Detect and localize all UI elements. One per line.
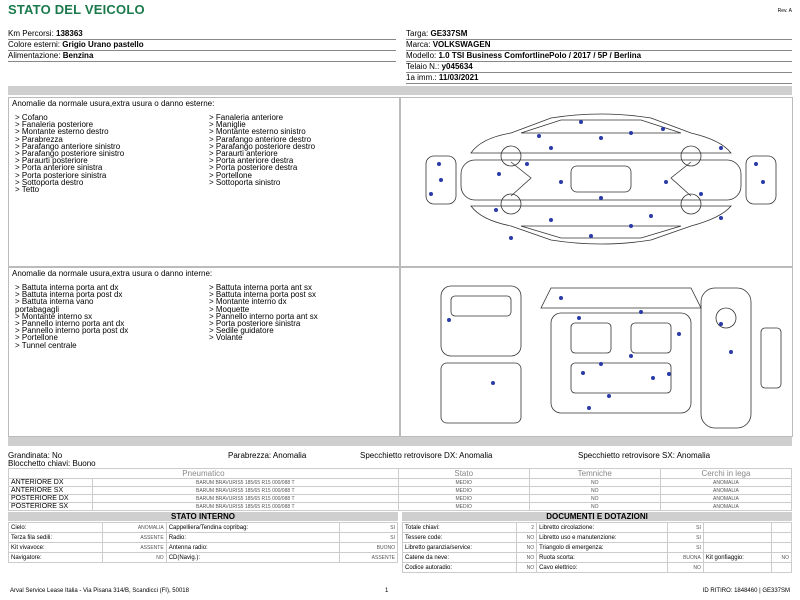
exterior-damage-list-2 — [209, 114, 315, 186]
grid-value — [772, 543, 792, 553]
grid-value: SI — [339, 533, 397, 543]
grid-row — [9, 523, 398, 533]
grid-value: SI — [667, 533, 703, 543]
tyres-header-tecniche: Temniche — [529, 469, 660, 479]
damage-item: > Parabrezza — [15, 134, 63, 144]
section-divider — [8, 86, 792, 95]
info-targa: Targa: GE337SM — [406, 28, 792, 40]
tyres-header-pneumatico: Pneumatico — [9, 469, 399, 479]
grid-label: Cielo: — [9, 523, 103, 533]
section-divider-2 — [8, 437, 792, 446]
stato-interno-table — [8, 522, 398, 563]
tyre-desc: BARUM BRAVURIS5 185/65 R15 000/088 T — [92, 479, 398, 487]
interior-damage-panel — [8, 267, 400, 437]
tyre-desc: BARUM BRAVURIS5 185/65 R15 000/088 T — [92, 503, 398, 511]
grid-value: NO — [517, 533, 537, 543]
damage-item: > Cofano — [15, 113, 48, 122]
exterior-car-diagram — [400, 97, 793, 267]
tyre-row — [9, 487, 792, 495]
tyres-table — [8, 468, 792, 511]
info-immatricolazione: 1a imm.: 11/03/2021 — [406, 72, 792, 84]
tyre-stato: MEDIO — [398, 503, 529, 511]
info-telaio: Telaio N.: y045634 — [406, 61, 792, 73]
footer-id: ID RITIRO: 1848460 | GE337SM — [702, 588, 790, 594]
grid-label: Triangolo di emergenza: — [537, 543, 668, 553]
damage-item: > Pannello interno porta ant sx — [209, 311, 318, 321]
grid-label: Cappelliera/Tendina copribag: — [166, 523, 339, 533]
tyre-pos: ANTERIORE SX — [9, 487, 93, 495]
tyre-row — [9, 479, 792, 487]
tyre-desc: BARUM BRAVURIS5 185/65 R15 000/088 T — [92, 487, 398, 495]
damage-item: > Pannello interno porta post dx — [15, 326, 129, 336]
grid-label: Kit vivavoce: — [9, 543, 103, 553]
footer-address: Arval Service Lease Italia - Via Pisana 314/B, Scandicci (FI), 50018 — [10, 588, 189, 594]
damage-item: > Montante interno dx — [209, 297, 287, 307]
grid-label — [703, 533, 771, 543]
damage-item: > Sedile guidatore — [209, 326, 274, 336]
grid-label — [703, 523, 771, 533]
grid-value: SI — [667, 523, 703, 533]
damage-item: > Tetto — [15, 185, 40, 195]
grid-label: Cavo elettrico: — [537, 563, 668, 573]
grid-value — [772, 563, 792, 573]
damage-item: > Montante esterno destro — [15, 127, 109, 137]
interior-damage-list-1 — [15, 284, 128, 349]
info-km: Km Percorsi: 138363 — [8, 28, 396, 40]
damage-item: > Paraurti anteriore — [209, 149, 278, 159]
tyre-stato: MEDIO — [398, 479, 529, 487]
grid-row — [403, 553, 792, 563]
grid-value: NO — [667, 563, 703, 573]
damage-item: > Sottoporta sinistro — [209, 177, 281, 187]
grid-value: NO — [517, 563, 537, 573]
tyre-cerchi: ANOMALIA — [660, 487, 791, 495]
interior-damage-title: Anomalie da normale usura,extra usura o danno interne: — [12, 269, 213, 278]
documenti-table — [402, 522, 792, 573]
grid-label: Libretto uso e manutenzione: — [537, 533, 668, 543]
grid-row — [403, 543, 792, 553]
grid-value: SI — [667, 543, 703, 553]
tyre-row — [9, 503, 792, 511]
grid-label: Tessere code: — [403, 533, 517, 543]
grid-value: ASSENTE — [103, 543, 166, 553]
damage-item: > Maniglie — [209, 120, 246, 130]
damage-item: > Porta posteriore destra — [209, 163, 298, 173]
damage-item: > Portellone — [209, 170, 252, 180]
grid-value: BUONO — [339, 543, 397, 553]
exterior-damage-panel — [8, 97, 400, 267]
grid-label: Antenna radio: — [166, 543, 339, 553]
damage-item: portabagagli — [15, 304, 60, 314]
damage-item: > Battuta interna porta post sx — [209, 290, 316, 300]
grid-row — [403, 533, 792, 543]
damage-item: > Battuta interna porta post dx — [15, 290, 123, 300]
footer-page-number: 1 — [385, 588, 389, 594]
damage-item: > Porta anteriore sinistra — [15, 163, 103, 173]
grid-label: Kit gonfiaggio: — [703, 553, 771, 563]
damage-item: > Porta posteriore sinistra — [15, 170, 107, 180]
grid-row — [9, 533, 398, 543]
damage-item: > Battuta interna porta ant sx — [209, 283, 312, 292]
damage-item: > Parafango anteriore sinistro — [15, 141, 121, 151]
grid-label: Catene da neve: — [403, 553, 517, 563]
grid-value: 2 — [517, 523, 537, 533]
grid-value: ASSENTE — [339, 553, 397, 563]
tyre-pos: ANTERIORE DX — [9, 479, 93, 487]
grid-label — [703, 563, 771, 573]
damage-item: > Pannello interno porta ant dx — [15, 319, 125, 329]
grid-value: ANOMALIA — [103, 523, 166, 533]
tyre-cerchi: ANOMALIA — [660, 495, 791, 503]
grid-value: NO — [517, 543, 537, 553]
tyre-pos: POSTERIORE DX — [9, 495, 93, 503]
grandinata-status: Grandinata: No — [8, 451, 63, 460]
page-title: STATO DEL VEICOLO — [8, 2, 145, 17]
damage-item: > Moquette — [209, 304, 250, 314]
tyre-stato: MEDIO — [398, 487, 529, 495]
damage-item: > Porta anteriore destra — [209, 156, 294, 166]
grid-value: NO — [772, 553, 792, 563]
grid-row — [403, 563, 792, 573]
grid-label: Ruota scorta: — [537, 553, 668, 563]
grid-label: Terza fila sedili: — [9, 533, 103, 543]
info-alimentazione: Alimentazione: Benzina — [8, 50, 396, 62]
info-modello: Modello: 1.0 TSI Business ComfortlinePolo / 2017 / 5P / Berlina — [406, 50, 792, 62]
damage-item: > Montante esterno sinistro — [209, 127, 306, 137]
documenti-title: DOCUMENTI E DOTAZIONI — [402, 512, 792, 521]
damage-item: > Porta posteriore sinistra — [209, 319, 301, 329]
grid-value: BUONA — [667, 553, 703, 563]
grid-row — [9, 553, 398, 563]
damage-item: > Fanaleria anteriore — [209, 113, 284, 122]
grid-value — [772, 523, 792, 533]
grid-value: ASSENTE — [103, 533, 166, 543]
tyres-header-cerchi: Cerchi in lega — [660, 469, 791, 479]
grid-label — [703, 543, 771, 553]
grid-value: NO — [517, 553, 537, 563]
stato-interno-title: STATO INTERNO — [8, 512, 398, 521]
interior-car-diagram — [400, 267, 793, 437]
grid-label: Codice autoradio: — [403, 563, 517, 573]
tyre-cerchi: ANOMALIA — [660, 503, 791, 511]
tyre-stato: MEDIO — [398, 495, 529, 503]
grid-label: Navigatore: — [9, 553, 103, 563]
damage-item: > Fanaleria posteriore — [15, 120, 94, 130]
exterior-damage-title: Anomalie da normale usura,extra usura o danno esterne: — [12, 99, 215, 108]
damage-item: > Battuta interna porta ant dx — [15, 283, 119, 292]
blocchetto-status: Blocchetto chiavi: Buono — [8, 459, 96, 468]
tyre-tecniche: NO — [529, 503, 660, 511]
damage-item: > Parafango posteriore sinistro — [15, 149, 125, 159]
grid-value: SI — [339, 523, 397, 533]
damage-item: > Sottoporta destro — [15, 177, 84, 187]
damage-item: > Portellone — [15, 333, 58, 343]
damage-item: > Montante interno sx — [15, 311, 93, 321]
grid-row — [9, 543, 398, 553]
exterior-damage-list-1 — [15, 114, 124, 193]
grid-row — [403, 523, 792, 533]
info-colore: Colore esterni: Grigio Urano pastello — [8, 39, 396, 51]
grid-value: NO — [103, 553, 166, 563]
tyre-desc: BARUM BRAVURIS5 185/65 R15 000/088 T — [92, 495, 398, 503]
damage-item: > Parafango anteriore destro — [209, 134, 312, 144]
grid-label: Libretto circolazione: — [537, 523, 668, 533]
damage-item: > Tunnel centrale — [15, 340, 77, 350]
tyre-tecniche: NO — [529, 479, 660, 487]
damage-item: > Volante — [209, 333, 243, 343]
tyre-pos: POSTERIORE SX — [9, 503, 93, 511]
damage-item: > Parafango posteriore destro — [209, 141, 316, 151]
grid-value — [772, 533, 792, 543]
tyre-tecniche: NO — [529, 495, 660, 503]
car-exterior-diagram — [401, 98, 792, 266]
grid-label: Radio: — [166, 533, 339, 543]
grid-label: Libretto garanzia/service: — [403, 543, 517, 553]
grid-label: CD(Navig.): — [166, 553, 339, 563]
damage-item: > Battuta interna vano — [15, 297, 94, 307]
specchietto-dx-status: Specchietto retrovisore DX: Anomalia — [360, 451, 493, 460]
tyre-cerchi: ANOMALIA — [660, 479, 791, 487]
parabrezza-status: Parabrezza: Anomalia — [228, 451, 307, 460]
car-interior-diagram — [401, 268, 792, 436]
info-marca: Marca: VOLKSWAGEN — [406, 39, 792, 51]
tyre-tecniche: NO — [529, 487, 660, 495]
grid-label: Totale chiavi: — [403, 523, 517, 533]
damage-item: > Paraurti posteriore — [15, 156, 88, 166]
tyre-row — [9, 495, 792, 503]
specchietto-sx-status: Specchietto retrovisore SX: Anomalia — [578, 451, 711, 460]
revision-label: Rev. A — [777, 8, 792, 14]
tyres-header-stato: Stato — [398, 469, 529, 479]
interior-damage-list-2 — [209, 284, 318, 342]
